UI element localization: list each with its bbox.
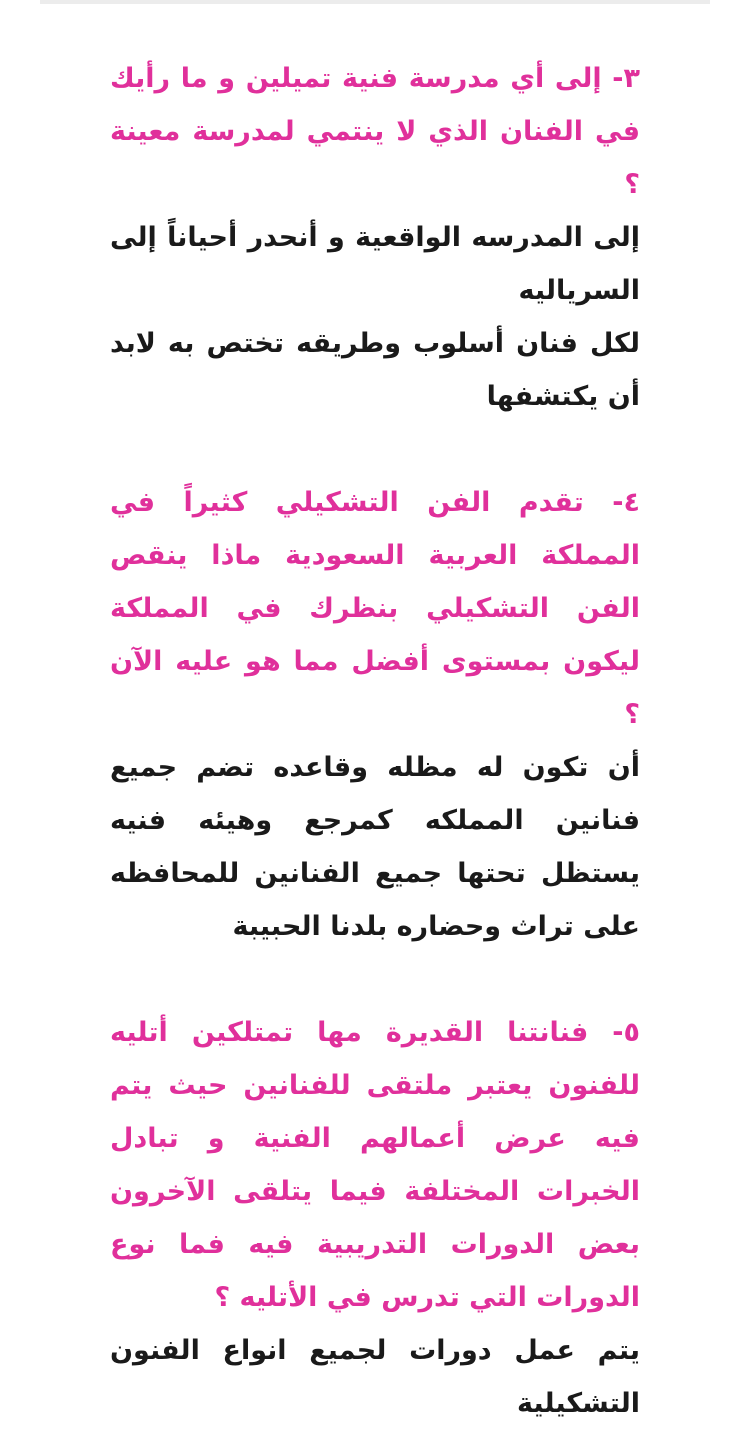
- top-divider: [40, 0, 710, 4]
- qa-item-3: [110, 52, 640, 423]
- question-3: ٣- إلى أي مدرسة فنية تميلين و ما رأيك في الفنان الذي لا ينتمي لمدرسة معينة ؟: [110, 63, 640, 200]
- interview-document: [110, 52, 640, 1430]
- answer-3-part-2: لكل فنان أسلوب وطريقه تختص به لابد أن يكتشفها: [110, 328, 640, 412]
- answer-4: أن تكون له مظله وقاعده تضم جميع فنانين المملكه كمرجع وهيئه فنيه يستظل تحتها جميع الفنانين للمحافظه على تراث وحضاره بلدنا الحبيبة: [110, 752, 640, 942]
- answer-3-part-1: إلى المدرسه الواقعية و أنحدر أحياناً إلى السرياليه: [110, 222, 640, 306]
- question-4: ٤- تقدم الفن التشكيلي كثيراً في المملكة العربية السعودية ماذا ينقص الفن التشكيلي بنظرك في المملكة ليكون بمستوى أفضل مما هو عليه الآن ؟: [110, 487, 640, 730]
- qa-item-5: [110, 1006, 640, 1430]
- qa-item-4: [110, 476, 640, 953]
- question-5: ٥- فنانتنا القديرة مها تمتلكين أتليه للفنون يعتبر ملتقى للفنانين حيث يتم فيه عرض أعمالهم الفنية و تبادل الخبرات المختلفة فيما يتلقى الآخرون بعض الدورات التدريبية فيه فما نوع الدورات التي تدرس في الأتليه ؟: [110, 1017, 640, 1313]
- answer-5: يتم عمل دورات لجميع انواع الفنون التشكيلية: [110, 1335, 640, 1419]
